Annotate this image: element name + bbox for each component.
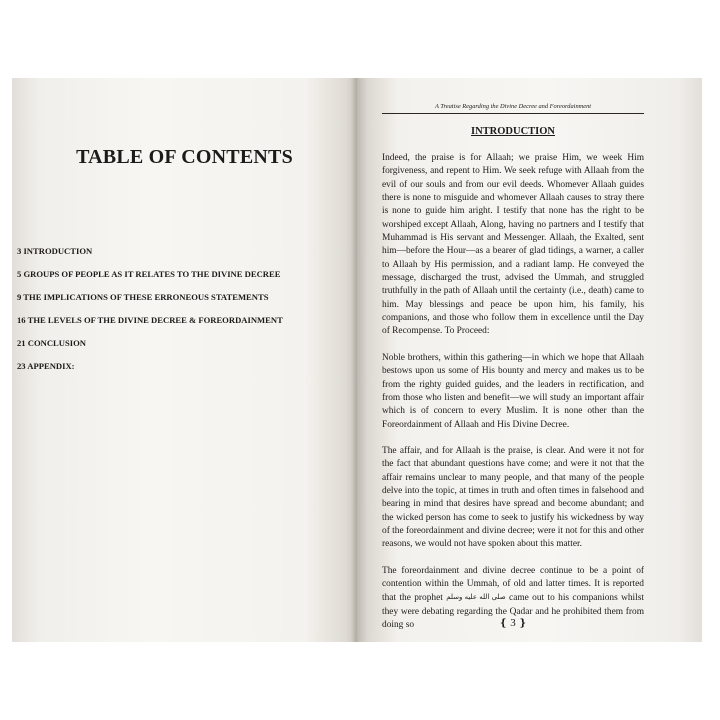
- toc-entry-implications[interactable]: [17, 291, 352, 314]
- toc-entry-conclusion[interactable]: [17, 337, 352, 360]
- paragraph: Noble brothers, within this gathering—in which we hope that Allaah bestows upon us some of His bounty and mercy and makes us to be from the righty guided guides, and the leaders in rectification, and from those who listen and benefit—we will study an important affair which is of concern to every Muslim. It is none other than the Foreordainment of Allaah and His Divine Decree.: [382, 352, 644, 430]
- running-head: A Treatise Regarding the Divine Decree and Foreordainment: [434, 103, 592, 110]
- section-title: INTRODUCTION: [470, 126, 555, 137]
- toc-label: CONCLUSION: [27, 338, 87, 348]
- toc-label: THE LEVELS OF THE DIVINE DECREE & FOREORDAINMENT: [27, 315, 283, 325]
- right-page: [357, 78, 702, 642]
- toc-label: THE IMPLICATIONS OF THESE ERRONEOUS STATEMENTS: [23, 292, 269, 302]
- ornament-left-icon: ❴: [499, 618, 508, 629]
- toc-label: INTRODUCTION: [23, 246, 93, 256]
- header-rule: [382, 113, 644, 114]
- toc-list: [17, 245, 352, 383]
- page-number: 3: [510, 617, 516, 629]
- paragraph: Indeed, the praise is for Allaah; we praise Him, we week Him forgiveness, and repent to Him. We seek refuge with Allaah from the evil of our souls and from our evil deeds. Whomever Allaah guides there is none to misguide and whomever Allaah causes to stray there is none to guide him aright. I testify that none has the right to be worshiped except Allaah, Along, having no partners and I testify that Muhammad is His servant and Messenger. Allaah, the Exalted, sent him—before the Hour—as a bearer of glad tidings, a warner, a caller to Allaah by His permission, and a radiant lamp. He conveyed the message, discharged the trust, advised the Ummah, and struggled truthfully in the path of Allaah until the certainty (i.e., death) came to him. May blessings and peace be upon him, his family, his companions, and those who follow them in excellence until the Day of Recompense. To Proceed:: [382, 153, 644, 337]
- toc-label: GROUPS OF PEOPLE AS IT RELATES TO THE DIVINE DECREE: [23, 269, 281, 279]
- toc-page-number: 3: [17, 246, 22, 256]
- arabic-salutation: صلى الله عليه وسلم: [446, 593, 506, 602]
- paragraph-text: The foreordainment and divine decree continue to be a point of contention within the Ummah, of old and latter times. It is reported that the prophet: [382, 565, 644, 604]
- toc-label: APPENDIX:: [27, 361, 75, 371]
- toc-title: TABLE OF CONTENTS: [76, 146, 293, 168]
- toc-page-number: 16: [17, 315, 26, 325]
- paragraph: The affair, and for Allaah is the praise, is clear. And were it not for the fact that abundant questions have come; and were it not that the affair remains unclear to many people, and that many of the people delve into the topic, at times in truth and often times in falsehood and bearing in mind that desires have spread and become abundant; and the wicked person has come to seek to justify his wickedness by way of the foreordainment and divine decree; were it not for this and other reasons, we would not have spoken about this matter.: [382, 445, 644, 550]
- toc-entry-introduction[interactable]: [17, 245, 352, 268]
- page-number-footer: [382, 617, 644, 629]
- toc-page-number: 5: [17, 269, 22, 279]
- toc-entry-levels[interactable]: [17, 314, 352, 337]
- toc-entry-appendix[interactable]: [17, 360, 352, 383]
- ornament-right-icon: ❵: [518, 618, 527, 629]
- paragraph-text: came out to his companions whilst they were debating regarding the Qadar and he prohibited them from doing so: [382, 593, 644, 630]
- body-text: [382, 152, 644, 632]
- toc-page-number: 9: [17, 292, 22, 302]
- toc-entry-groups-of-people[interactable]: [17, 268, 352, 291]
- left-page: [12, 78, 357, 642]
- toc-page-number: 23: [17, 361, 26, 371]
- toc-page-number: 21: [17, 338, 26, 348]
